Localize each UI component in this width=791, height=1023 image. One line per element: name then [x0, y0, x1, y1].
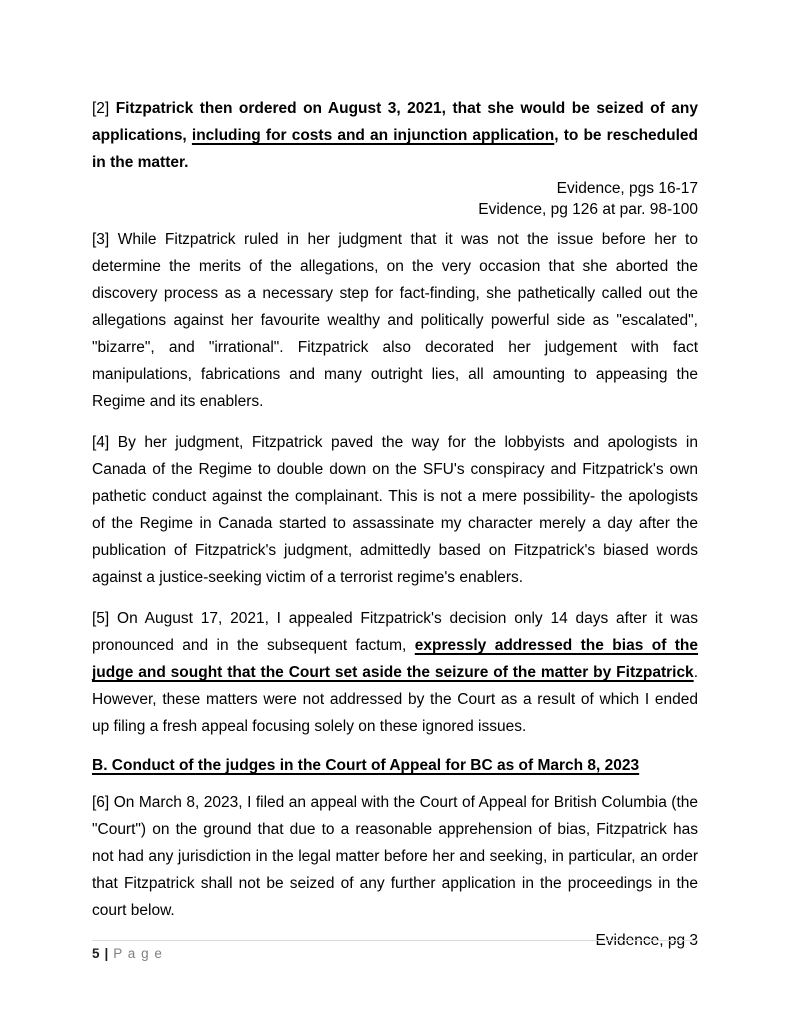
paragraph-5-bold-underlined-text: expressly addressed the bias of the judge and sought that the Court set aside the seizure of the matter by Fitzpatrick [92, 637, 699, 681]
footer-separator: | [104, 946, 109, 961]
paragraph-3: [3] While Fitzpatrick ruled in her judgment that it was not the issue before her to determine the merits of the allegations, on the very occasion that she aborted the discovery process as a necessary step for fact-finding, she pathetically called out the allegations against her favourite wealthy and politically powerful side as "escalated", "bizarre", and "irrational". Fitzpatrick also decorated her judgement with fact manipulations, fabrications and many outright lies, all amounting to appeasing the Regime and its enablers. [92, 231, 698, 410]
section-heading-b: B. Conduct of the judges in the Court of Appeal for BC as of March 8, 2023 [92, 757, 640, 774]
paragraph-5-text: [5] On August 17, 2021, I appealed Fitzpatrick's decision only 14 days after it was pronounced and in the subsequent factum, [92, 610, 698, 654]
paragraph-5-text-end: . However, these matters were not addressed by the Court as a result of which I ended up filing a fresh appeal focusing solely on these ignored issues. [92, 664, 698, 735]
citation-line: Evidence, pg 126 at par. 98-100 [478, 201, 698, 218]
paragraph-2-number: [2] [92, 100, 116, 117]
evidence-citation-block-1 [92, 178, 698, 220]
citation-line: Evidence, pg 3 [595, 932, 698, 949]
paragraph-2-underlined-text: including for costs and an injunction application [191, 127, 555, 144]
paragraph-2-bold-text: Fitzpatrick then ordered on August 3, 2021, that she would be seized of any applications, [92, 100, 698, 144]
citation-line: Evidence, pgs 16-17 [556, 180, 698, 197]
footer-page-label: P a g e [113, 946, 163, 961]
paragraph-5 [92, 605, 698, 740]
paragraph-6: [6] On March 8, 2023, I filed an appeal with the Court of Appeal for British Columbia (the "Court") on the ground that due to a reasonable apprehension of bias, Fitzpatrick has not had any jurisdiction in the legal matter before her and seeking, in particular, an order that Fitzpatrick shall not be seized of any further application in the proceedings in the court below. [92, 794, 698, 919]
paragraph-2 [92, 95, 698, 176]
page-footer [92, 940, 698, 961]
paragraph-4: [4] By her judgment, Fitzpatrick paved the way for the lobbyists and apologists in Canada of the Regime to double down on the SFU's conspiracy and Fitzpatrick's own pathetic conduct against the complainant. This is not a mere possibility- the apologists of the Regime in Canada started to assassinate my character merely a day after the publication of Fitzpatrick's judgment, admittedly based on Fitzpatrick's biased words against a justice-seeking victim of a terrorist regime's enablers. [92, 434, 698, 586]
page-number: 5 [92, 946, 100, 961]
paragraph-2-bold-text-end: , to be rescheduled in the matter. [92, 127, 698, 171]
